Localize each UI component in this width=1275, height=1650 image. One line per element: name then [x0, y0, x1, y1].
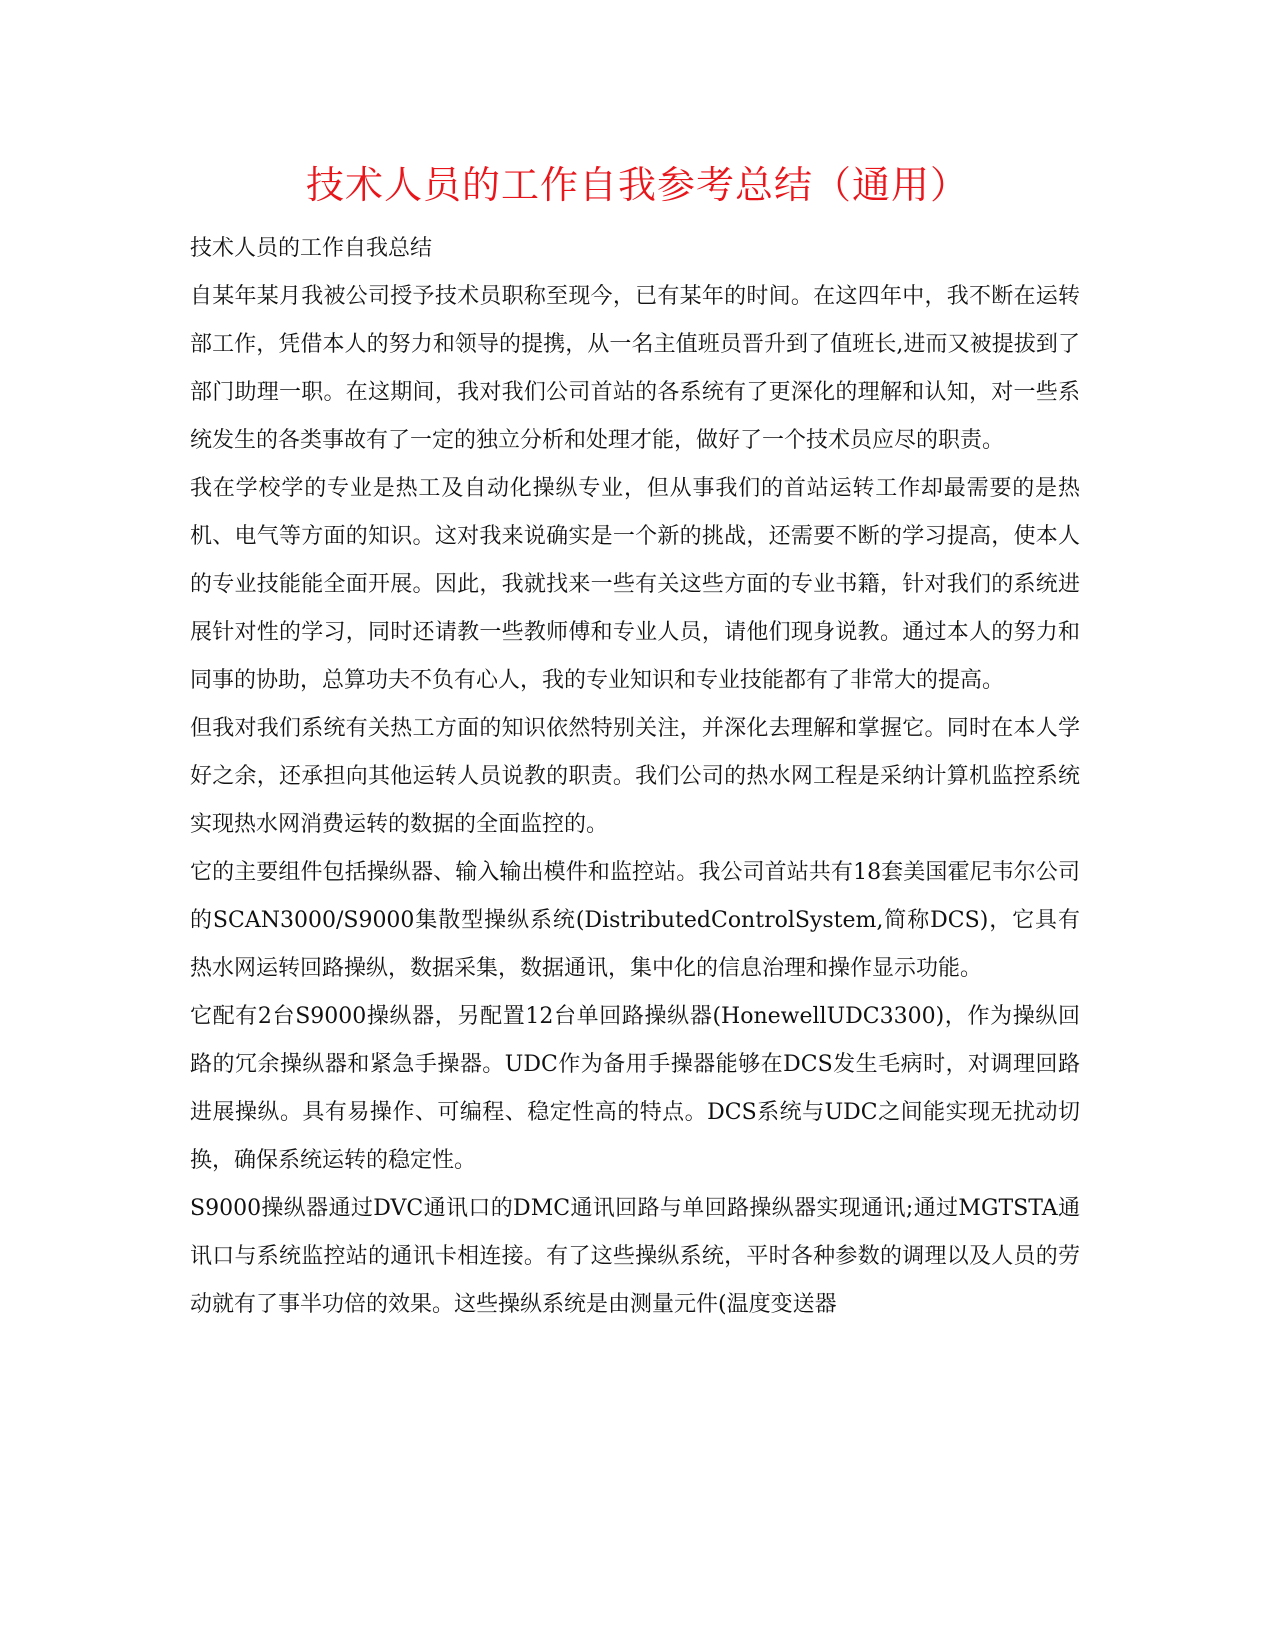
paragraph: 但我对我们系统有关热工方面的知识依然特别关注，并深化去理解和掌握它。同时在本人学好之余，还承担向其他运转人员说教的职责。我们公司的热水网工程是采纳计算机监控系统实现热水网消费运转的数据的全面监控的。 [190, 716, 1080, 837]
paragraph: 我在学校学的专业是热工及自动化操纵专业，但从事我们的首站运转工作却最需要的是热机、电气等方面的知识。这对我来说确实是一个新的挑战，还需要不断的学习提高，使本人的专业技能能全面开展。因此，我就找来一些有关这些方面的专业书籍，针对我们的系统进展针对性的学习，同时还请教一些教师傅和专业人员，请他们现身说教。通过本人的努力和同事的协助，总算功夫不负有心人，我的专业知识和专业技能都有了非常大的提高。 [190, 476, 1080, 693]
paragraph: 自某年某月我被公司授予技术员职称至现今，已有某年的时间。在这四年中，我不断在运转部工作，凭借本人的努力和领导的提携，从一名主值班员晋升到了值班长,进而又被提拔到了部门助理一职。在这期间，我对我们公司首站的各系统有了更深化的理解和认知，对一些系统发生的各类事故有了一定的独立分析和处理才能，做好了一个技术员应尽的职责。 [190, 284, 1080, 453]
document-subtitle: 技术人员的工作自我总结 [190, 236, 433, 261]
document-body [190, 225, 1080, 1329]
document-title: 技术人员的工作自我参考总结（通用） [305, 163, 969, 207]
paragraph: 它的主要组件包括操纵器、输入输出模件和监控站。我公司首站共有18套美国霍尼韦尔公司的SCAN3000/S9000集散型操纵系统(DistributedControlSystem,简称DCS)，它具有热水网运转回路操纵，数据采集，数据通讯，集中化的信息治理和操作显示功能。 [190, 860, 1080, 981]
paragraph: S9000操纵器通过DVC通讯口的DMC通讯回路与单回路操纵器实现通讯;通过MGTSTA通讯口与系统监控站的通讯卡相连接。有了这些操纵系统，平时各种参数的调理以及人员的劳动就有了事半功倍的效果。这些操纵系统是由测量元件(温度变送器 [190, 1196, 1080, 1317]
paragraph: 它配有2台S9000操纵器，另配置12台单回路操纵器(HonewellUDC3300)，作为操纵回路的冗余操纵器和紧急手操器。UDC作为备用手操器能够在DCS发生毛病时，对调理回路进展操纵。具有易操作、可编程、稳定性高的特点。DCS系统与UDC之间能实现无扰动切换，确保系统运转的稳定性。 [190, 1004, 1080, 1173]
